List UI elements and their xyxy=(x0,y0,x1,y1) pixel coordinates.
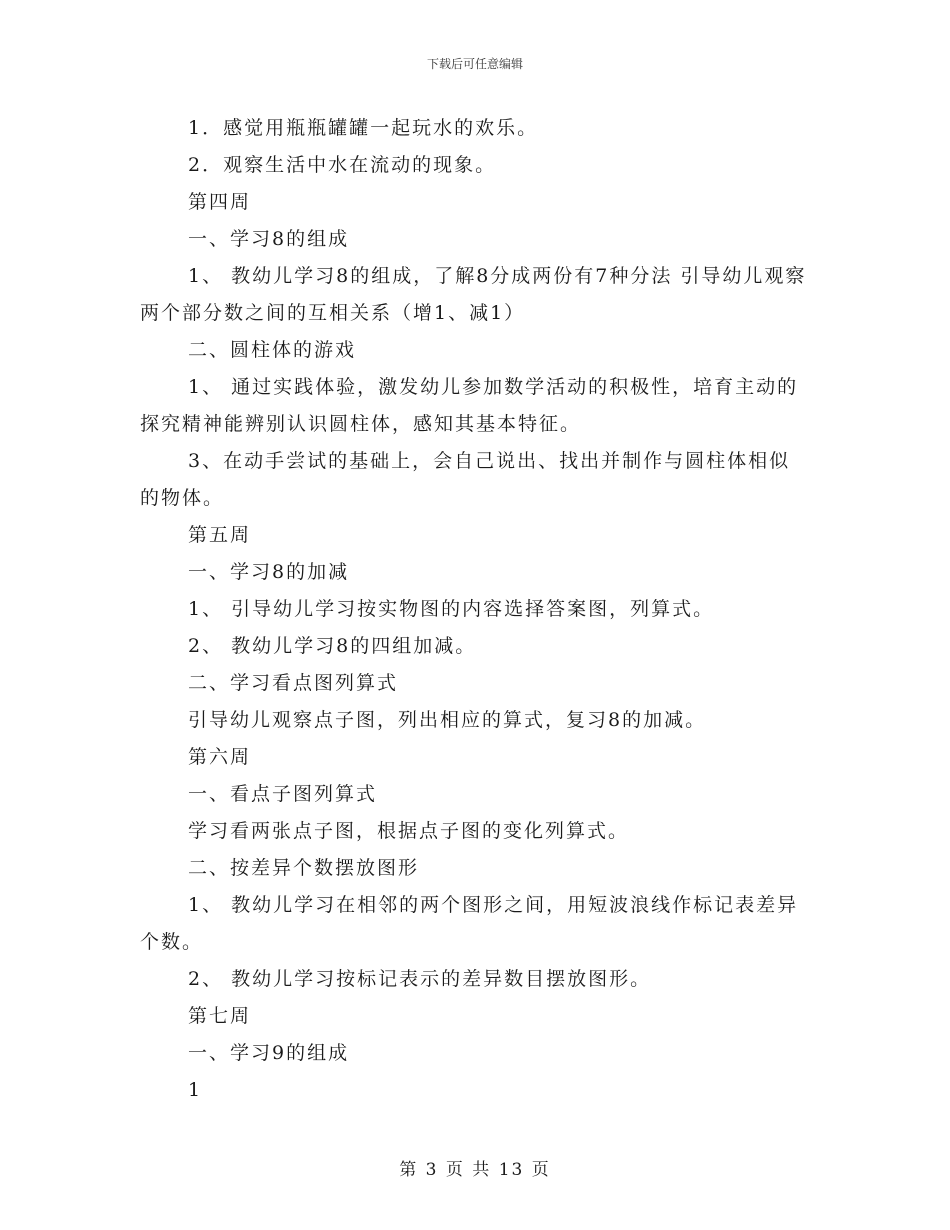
paragraph: 一、学习9的组成 xyxy=(188,1042,350,1064)
page-header: 下载后可任意编辑 xyxy=(426,57,523,71)
paragraph: 1、 引导幼儿学习按实物图的内容选择答案图，列算式。 xyxy=(188,598,715,620)
paragraph: 2、 教幼儿学习8的四组加减。 xyxy=(188,635,477,657)
paragraph: 学习看两张点子图，根据点子图的变化列算式。 xyxy=(188,820,630,842)
paragraph: 第五周 xyxy=(188,524,252,546)
paragraph: 第六周 xyxy=(188,746,252,768)
paragraph: 二、学习看点图列算式 xyxy=(188,672,399,694)
paragraph: 引导幼儿观察点子图，列出相应的算式，复习8的加减。 xyxy=(188,709,707,731)
paragraph: 二、按差异个数摆放图形 xyxy=(188,857,420,879)
paragraph: 第七周 xyxy=(188,1005,252,1027)
document-body xyxy=(140,110,810,1109)
paragraph: 1、 教幼儿学习在相邻的两个图形之间，用短波浪线作标记表差异个数。 xyxy=(140,894,799,953)
paragraph: 2．观察生活中水在流动的现象。 xyxy=(188,154,497,176)
paragraph: 第四周 xyxy=(188,191,252,213)
paragraph: 一、学习8的组成 xyxy=(188,228,350,250)
paragraph: 1．感觉用瓶瓶罐罐一起玩水的欢乐。 xyxy=(188,117,539,139)
paragraph: 一、看点子图列算式 xyxy=(188,783,378,805)
paragraph: 3、在动手尝试的基础上，会自己说出、找出并制作与圆柱体相似的物体。 xyxy=(140,450,791,509)
page-footer: 第 3 页 共 13 页 xyxy=(399,1160,551,1180)
paragraph: 一、学习8的加减 xyxy=(188,561,350,583)
paragraph: 1、 通过实践体验，激发幼儿参加数学活动的积极性，培育主动的探究精神能辨别认识圆柱体，感知其基本特征。 xyxy=(140,376,799,435)
paragraph: 2、 教幼儿学习按标记表示的差异数目摆放图形。 xyxy=(188,968,652,990)
paragraph: 二、圆柱体的游戏 xyxy=(188,339,357,361)
paragraph: 1、 教幼儿学习8的组成，了解8分成两份有7种分法 引导幼儿观察两个部分数之间的互相关系（增1、减1） xyxy=(140,265,807,324)
paragraph: 1 xyxy=(188,1079,203,1101)
